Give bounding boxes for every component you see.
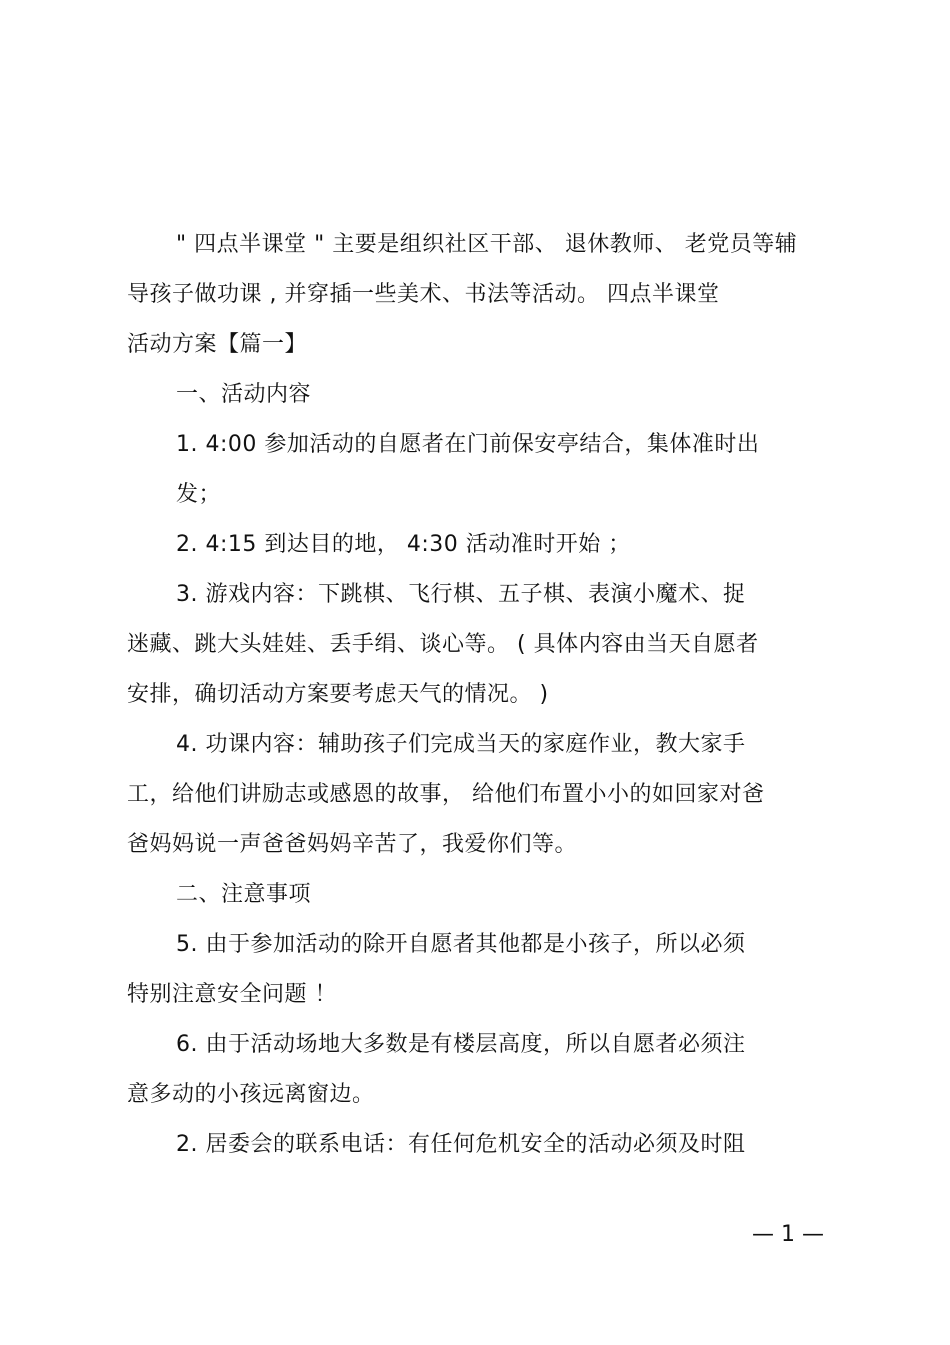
text-line-11: 4. 功课内容：辅助孩子们完成当天的家庭作业，教大家手 <box>176 732 746 757</box>
text-line-19: 2. 居委会的联系电话：有任何危机安全的活动必须及时阻 <box>176 1132 746 1157</box>
text-line-12: 工，给他们讲励志或感恩的故事， 给他们布置小小的如回家对爸 <box>127 782 765 807</box>
text-line-3: 活动方案【篇一】 <box>127 332 308 357</box>
text-line-17: 6. 由于活动场地大多数是有楼层高度，所以自愿者必须注 <box>176 1032 746 1057</box>
text-line-16: 特别注意安全问题 ！ <box>127 982 337 1007</box>
section-heading-1: 一、活动内容 <box>176 382 312 407</box>
text-line-9: 迷藏、跳大头娃娃、丢手绢、谈心等。 ( 具体内容由当天自愿者 <box>127 632 759 657</box>
section-heading-2: 二、注意事项 <box>176 882 312 907</box>
text-line-7: 2. 4:15 到达目的地， 4:30 活动准时开始 ； <box>176 532 631 557</box>
text-line-1: " 四点半课堂 " 主要是组织社区干部、 退休教师、 老党员等辅 <box>176 232 798 257</box>
page-number: — 1 — <box>752 1222 824 1247</box>
text-line-15: 5. 由于参加活动的除开自愿者其他都是小孩子，所以必须 <box>176 932 746 957</box>
text-line-5: 1. 4:00 参加活动的自愿者在门前保安亭结合，集体准时出 <box>176 432 760 457</box>
text-line-8: 3. 游戏内容：下跳棋、飞行棋、五子棋、表演小魔术、捉 <box>176 582 746 607</box>
text-line-2: 导孩子做功课 , 并穿插一些美术、书法等活动。 四点半课堂 <box>127 282 720 307</box>
text-line-18: 意多动的小孩远离窗边。 <box>127 1082 375 1107</box>
text-line-6: 发； <box>176 482 222 507</box>
text-line-13: 爸妈妈说一声爸爸妈妈辛苦了，我爱你们等。 <box>127 832 578 857</box>
text-line-10: 安排，确切活动方案要考虑天气的情况。 ) <box>127 682 549 707</box>
